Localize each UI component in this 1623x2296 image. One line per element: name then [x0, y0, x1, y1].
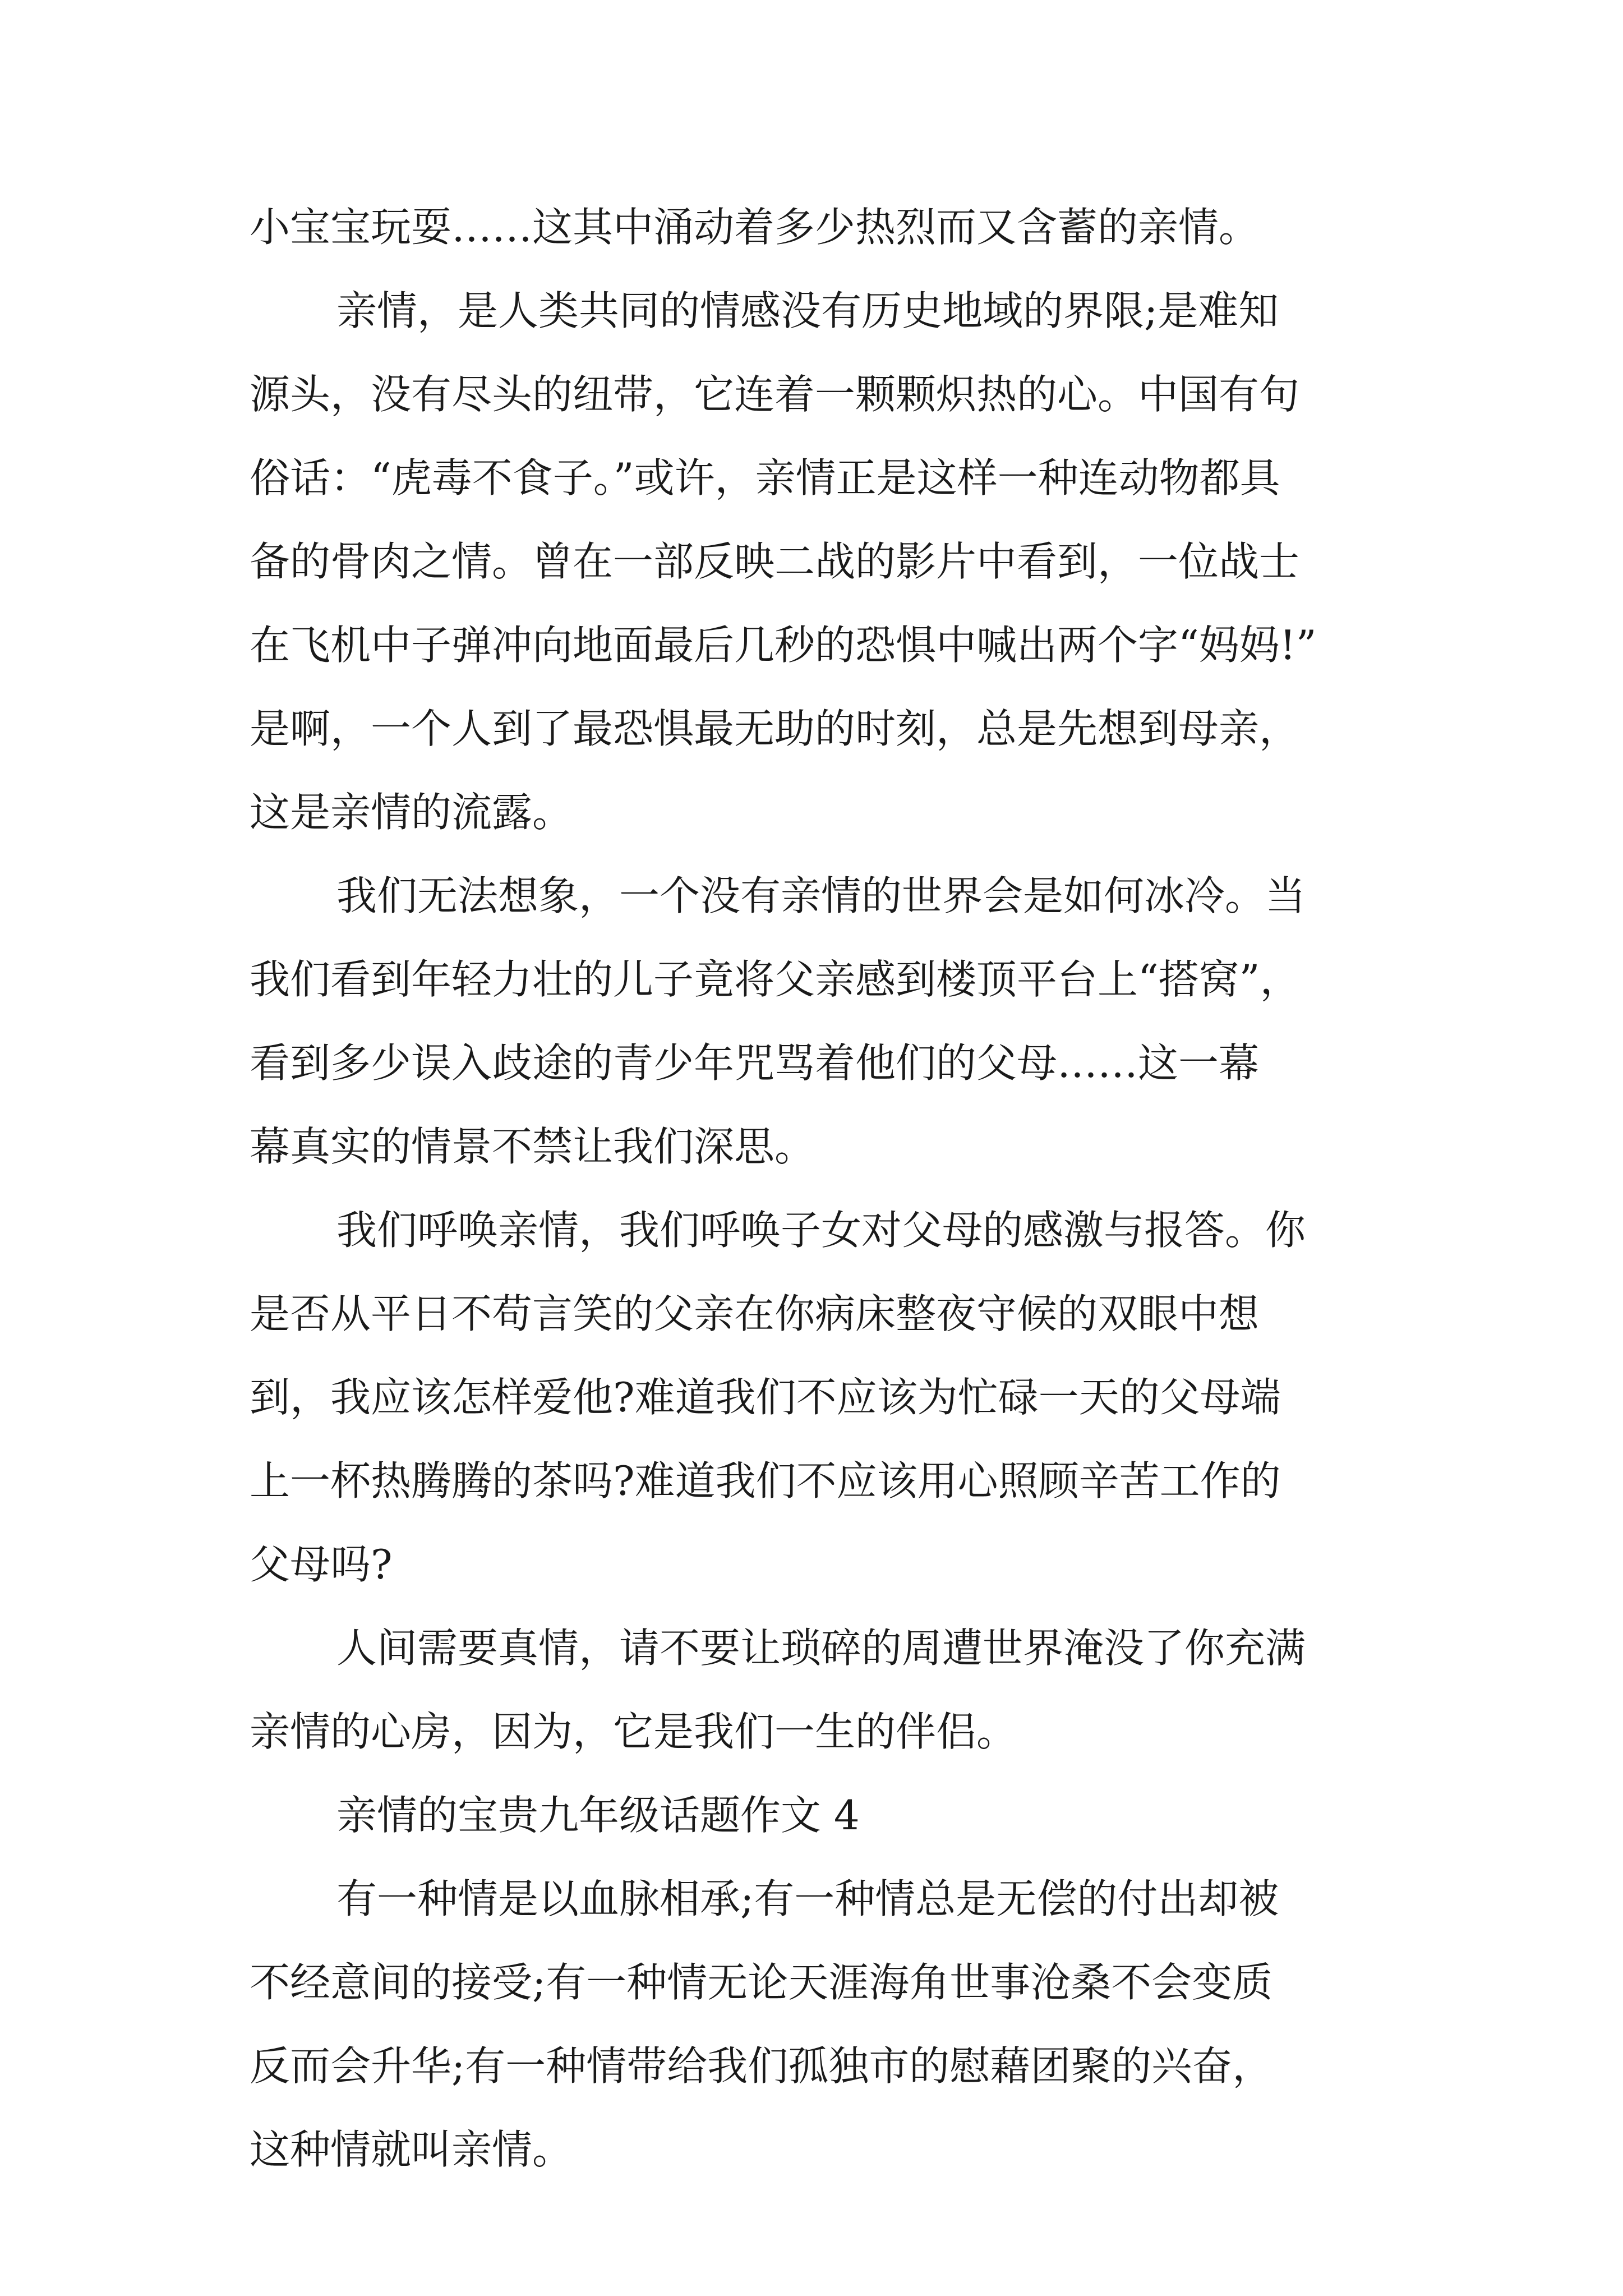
text-line: 不经意间的接受;有一种情无论天涯海角世事沧桑不会变质: [250, 1959, 1273, 2006]
text-line: 我们无法想象，一个没有亲情的世界会是如何冰冷。当: [336, 872, 1306, 919]
text-line: 是啊，一个人到了最恐惧最无助的时刻，总是先想到母亲，: [250, 705, 1300, 752]
text-line: 幕真实的情景不禁让我们深思。: [250, 1123, 815, 1170]
text-line: 备的骨肉之情。曾在一部反映二战的影片中看到，一位战士: [250, 538, 1300, 585]
text-line: 这种情就叫亲情。: [250, 2126, 573, 2173]
text-line: 亲情的心房，因为，它是我们一生的伴侣。: [250, 1708, 1017, 1755]
section-heading: 亲情的宝贵九年级话题作文 4: [336, 1792, 860, 1839]
text-line: 在飞机中子弹冲向地面最后几秒的恐惧中喊出两个字“妈妈!”: [250, 622, 1317, 669]
text-line: 反而会升华;有一种情带给我们孤独市的慰藉团聚的兴奋，: [250, 2042, 1273, 2090]
text-line: 看到多少误入歧途的青少年咒骂着他们的父母……这一幕: [250, 1039, 1260, 1087]
text-line: 俗话：“虎毒不食子。”或许，亲情正是这样一种连动物都具: [250, 454, 1280, 501]
text-line: 源头，没有尽头的纽带，它连着一颗颗炽热的心。中国有句: [250, 371, 1300, 418]
text-line: 有一种情是以血脉相承;有一种情总是无偿的付出却被: [336, 1875, 1279, 1922]
text-line: 小宝宝玩耍……这其中涌动着多少热烈而又含蓄的亲情。: [250, 204, 1260, 251]
text-line: 是否从平日不苟言笑的父亲在你病床整夜守候的双眼中想: [250, 1290, 1260, 1337]
text-line: 我们看到年轻力壮的儿子竟将父亲感到楼顶平台上“搭窝”，: [250, 956, 1301, 1003]
text-line: 这是亲情的流露。: [250, 789, 573, 836]
text-line: 亲情，是人类共同的情感没有历史地域的界限;是难知: [336, 287, 1279, 334]
text-line: 人间需要真情，请不要让琐碎的周遭世界淹没了你充满: [336, 1625, 1306, 1672]
text-line: 父母吗?: [250, 1541, 393, 1588]
text-line: 我们呼唤亲情，我们呼唤子女对父母的感激与报答。你: [336, 1207, 1306, 1254]
text-line: 到，我应该怎样爱他?难道我们不应该为忙碌一天的父母端: [250, 1374, 1281, 1421]
text-line: 上一杯热腾腾的茶吗?难道我们不应该用心照顾辛苦工作的: [250, 1457, 1281, 1504]
